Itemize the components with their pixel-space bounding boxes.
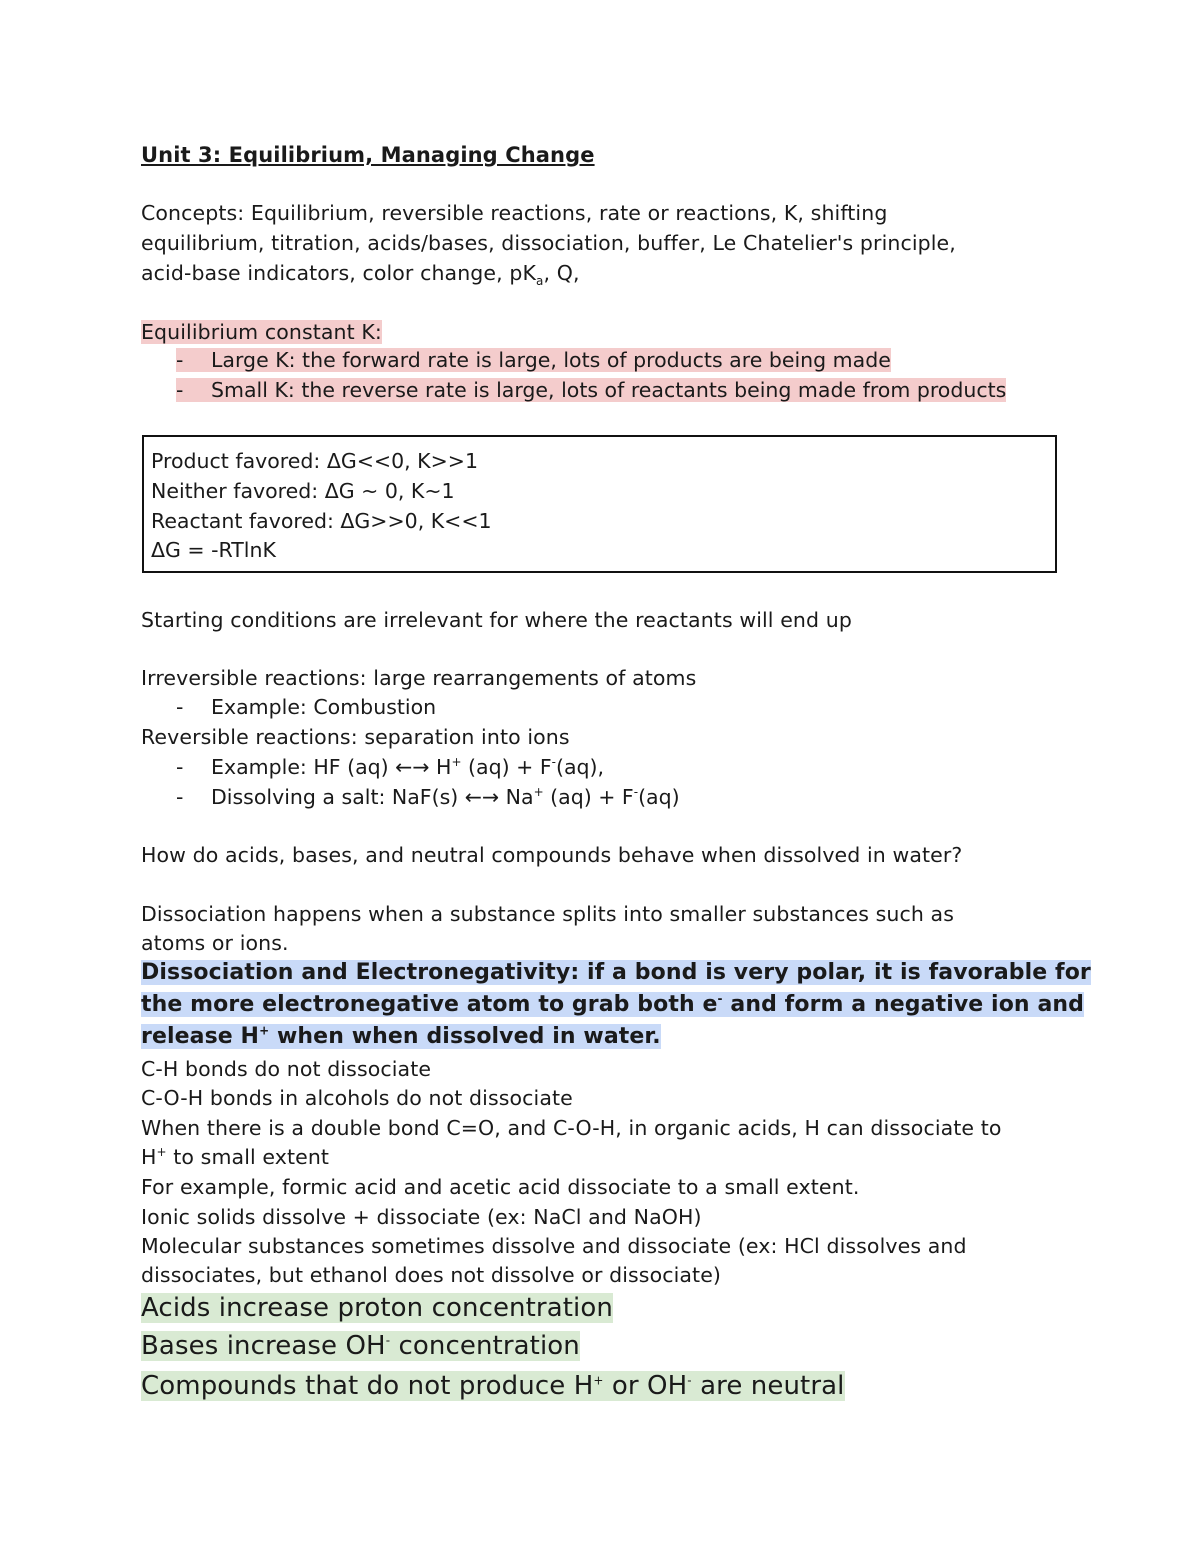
- h-plus-sup-2: +: [259, 1023, 270, 1038]
- fact-organic-acids: When there is a double bond C=O, and C-O-H, in organic acids, H can dissociate to: [141, 1116, 1002, 1140]
- electronegativity-line-2: [141, 989, 1084, 1022]
- delta-g-box: [142, 435, 1057, 573]
- electronegativity-line-3: [141, 1021, 661, 1054]
- fact-ionic: Ionic solids dissolve + dissociate (ex: NaCl and NaOH): [141, 1205, 702, 1229]
- neutral-text: Compounds that do not produce H: [141, 1371, 594, 1401]
- concepts-line-2: equilibrium, titration, acids/bases, dissociation, buffer, Le Chatelier's principle,: [141, 231, 956, 255]
- hf-text-2: (aq) + F: [461, 755, 552, 779]
- pka-subscript: a: [536, 274, 544, 289]
- question-line: How do acids, bases, and neutral compounds behave when dissolved in water?: [141, 843, 963, 867]
- na-plus-sup: +: [533, 785, 544, 800]
- en-text-3a: release H: [141, 1024, 260, 1049]
- box-line-reactant: Reactant favored: ΔG>>0, K<<1: [151, 509, 492, 533]
- en-text-1: Dissociation and Electronegativity: if a bond is very polar, it is favorable for: [141, 960, 1091, 985]
- en-text-2c: and form a negative ion and: [722, 992, 1084, 1017]
- dissociation-line-1: Dissociation happens when a substance splits into smaller substances such as: [141, 902, 954, 926]
- irreversible-example-text: Example: Combustion: [211, 695, 437, 719]
- en-text-3c: when when dissolved in water.: [269, 1024, 661, 1049]
- concepts-text: acid-base indicators, color change, pK: [141, 261, 537, 285]
- h-plus-sup-4: +: [593, 1373, 604, 1388]
- k-bullet-small-text: Small K: the reverse rate is large, lots of reactants being made from products: [211, 378, 1007, 402]
- concepts-tail: , Q,: [543, 261, 580, 285]
- irreversible-example: - Example: Combustion: [176, 695, 437, 719]
- fact-small-extent: [141, 1142, 329, 1172]
- fact-coh: C-O-H bonds in alcohols do not dissociate: [141, 1086, 573, 1110]
- electronegativity-line-1: [141, 957, 1091, 990]
- h-plus-sup-3: +: [156, 1145, 167, 1160]
- k-bullet-large-text: Large K: the forward rate is large, lots of products are being made: [211, 348, 891, 372]
- neutral-text-3: are neutral: [691, 1371, 845, 1401]
- reversible-example-hf: - Example: HF (aq) ←→ H+ (aq) + F-(aq),: [176, 755, 605, 779]
- bases-text-2: concentration: [390, 1331, 580, 1361]
- oh-minus-sup-2: -: [687, 1373, 692, 1388]
- k-heading: [141, 317, 382, 347]
- f-minus-sup-2: -: [633, 785, 639, 800]
- dissociation-line-2: atoms or ions.: [141, 931, 289, 955]
- acids-text: Acids increase proton concentration: [141, 1293, 613, 1323]
- irreversible-heading: Irreversible reactions: large rearrangements of atoms: [141, 666, 697, 690]
- bases-line: [141, 1329, 580, 1363]
- f4-text: H: [141, 1145, 157, 1169]
- electron-minus-sup: -: [717, 991, 723, 1006]
- hf-text: Example: HF (aq) ←→ H: [211, 755, 452, 779]
- fact-ch: C-H bonds do not dissociate: [141, 1057, 432, 1081]
- h-plus-sup: +: [451, 755, 462, 770]
- oh-minus-sup: -: [385, 1333, 391, 1348]
- concepts-line-3: [141, 258, 580, 288]
- k-bullet-large: - Large K: the forward rate is large, lots of products are being made: [176, 348, 891, 372]
- neutral-line: [141, 1369, 845, 1403]
- neutral-text-2: or OH: [603, 1371, 688, 1401]
- concepts-line-1: Concepts: Equilibrium, reversible reactions, rate or reactions, K, shifting: [141, 201, 888, 225]
- fact-formic: For example, formic acid and acetic acid dissociate to a small extent.: [141, 1175, 860, 1199]
- box-line-formula: ΔG = -RTlnK: [151, 538, 276, 562]
- naf-text-3: (aq): [638, 785, 680, 809]
- bases-text: Bases increase OH: [141, 1331, 386, 1361]
- naf-text: Dissolving a salt: NaF(s) ←→ Na: [211, 785, 534, 809]
- hf-text-3: (aq),: [555, 755, 605, 779]
- reversible-example-naf: - Dissolving a salt: NaF(s) ←→ Na+ (aq) + F-(aq): [176, 785, 680, 809]
- en-text-2a: the more electronegative atom to grab both e: [141, 992, 718, 1017]
- box-line-product: Product favored: ΔG<<0, K>>1: [151, 449, 479, 473]
- acids-line: [141, 1291, 613, 1325]
- page-title: Unit 3: Equilibrium, Managing Change: [141, 143, 595, 167]
- k-bullet-small: - Small K: the reverse rate is large, lots of reactants being made from products: [176, 378, 1007, 402]
- box-line-neither: Neither favored: ΔG ~ 0, K~1: [151, 479, 455, 503]
- naf-text-2: (aq) + F: [543, 785, 634, 809]
- k-heading-text: Equilibrium constant K:: [141, 320, 382, 344]
- reversible-heading: Reversible reactions: separation into ions: [141, 725, 570, 749]
- fact-molecular-2: dissociates, but ethanol does not dissolve or dissociate): [141, 1263, 722, 1287]
- f4-text-2: to small extent: [166, 1145, 330, 1169]
- f-minus-sup: -: [551, 755, 556, 770]
- fact-molecular: Molecular substances sometimes dissolve and dissociate (ex: HCl dissolves and: [141, 1234, 967, 1258]
- starting-conditions: Starting conditions are irrelevant for where the reactants will end up: [141, 608, 852, 632]
